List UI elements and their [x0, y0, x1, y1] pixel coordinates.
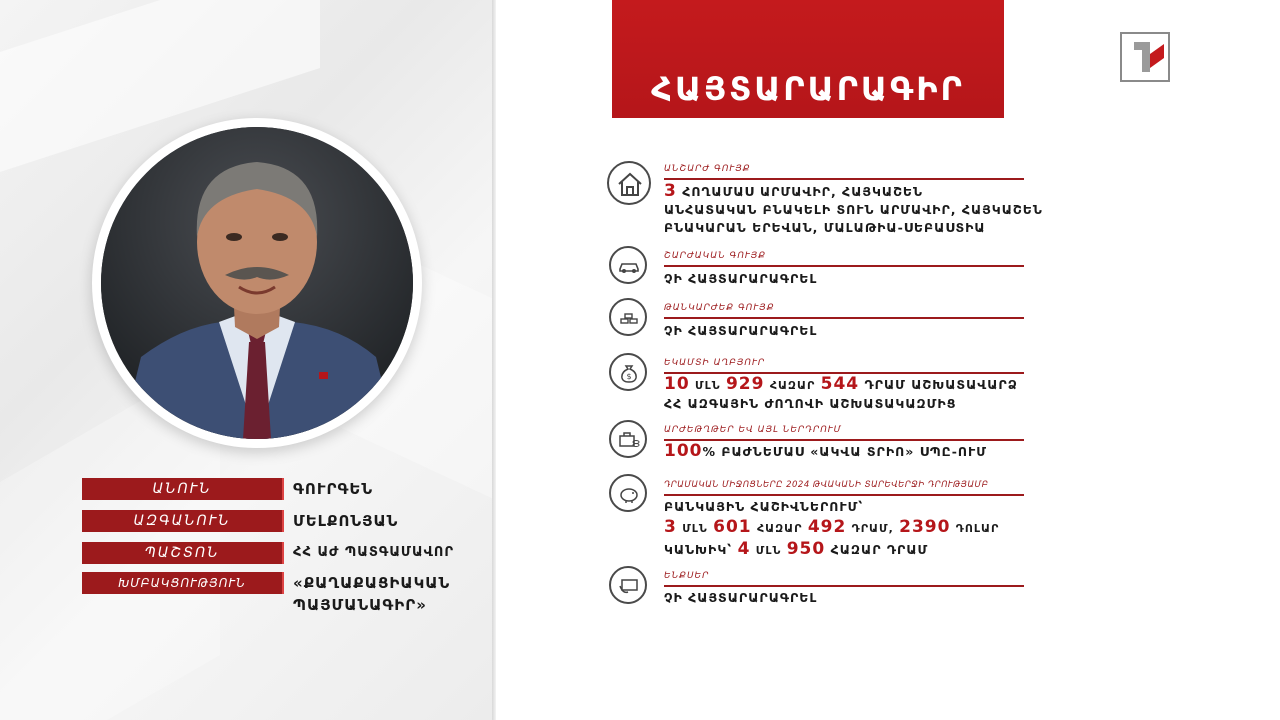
vehicle-text: ՉԻ ՀԱՅՏԱՐԱՐԱԳՐԵԼ [664, 271, 818, 286]
car-icon [609, 246, 647, 284]
valuables-rule [664, 317, 1024, 319]
securities-percent: 100 [664, 441, 703, 461]
money-bag-icon [609, 353, 647, 391]
securities-label: ԱՐԺԵԹՂԹԵՐ ԵՎ ԱՅԼ ՆԵՐԴՐՈՒՄ [664, 425, 842, 435]
cash-unit-6: ՀԱԶԱՐ ԴՐԱՄ [830, 542, 929, 557]
cash-bank-mln: 3 [664, 517, 677, 537]
income-unit-1: ՄԼՆ [695, 379, 721, 392]
cash-hand-thousand: 950 [786, 539, 826, 559]
cash-bank-dram: 492 [807, 517, 847, 537]
income-label: ԵԿԱՄՏԻ ԱՂԲՅՈՒՐ [664, 358, 766, 368]
cash-unit-3: ԴՐԱՄ, [851, 522, 894, 535]
valuables-text: ՉԻ ՀԱՅՏԱՐԱՐԱԳՐԵԼ [664, 323, 818, 338]
income-thousand: 929 [725, 374, 765, 394]
cash-bank-usd: 2390 [899, 517, 951, 537]
piggy-bank-icon [609, 474, 647, 512]
briefcase-coins-icon [609, 420, 647, 458]
valuables-label: ԹԱՆԿԱՐԺԵՔ ԳՈՒՅՔ [664, 303, 775, 313]
cash-hand-mln: 4 [737, 539, 751, 559]
position-label: ՊԱՇՏՈՆ [82, 542, 282, 564]
vehicle-rule [664, 265, 1024, 267]
position-value: ՀՀ ԱԺ ՊԱՏԳԱՄԱՎՈՐ [293, 545, 455, 560]
channel-1-logo [1120, 32, 1170, 82]
property-label: ԱՆՇԱՐԺ ԳՈՒՅՔ [664, 164, 751, 174]
cash-unit-1: ՄԼՆ [682, 522, 708, 535]
securities-text: ԲԱԺՆԵՄԱՍ «ԱԿՎԱ ՏՐԻՈ» ՍՊԸ-ՈՒՄ [721, 444, 987, 459]
property-line-3: ԲՆԱԿԱՐԱՆ ԵՐԵՎԱՆ, ՄԱԼԱԹԻԱ-ՍԵԲԱՍՏԻԱ [664, 220, 986, 235]
income-source: ՀՀ ԱԶԳԱՅԻՆ ԺՈՂՈՎԻ ԱՇԽԱՏԱԿԱԶՄԻՑ [664, 396, 957, 411]
cash-unit-2: ՀԱԶԱՐ [757, 522, 803, 535]
cash-body [664, 496, 999, 561]
income-unit-3: ԴՐԱՄ ԱՇԽԱՏԱՎԱՐՁ [864, 377, 1018, 392]
svg-text:$: $ [626, 372, 632, 381]
property-count: 3 [664, 181, 677, 201]
income-dram: 544 [820, 374, 860, 394]
securities-body [664, 442, 987, 461]
gold-bars-icon [609, 298, 647, 336]
property-rule [664, 178, 1024, 180]
page-title: ՀԱՅՏԱՐԱՐԱԳԻՐ [651, 70, 965, 108]
name-label: ԱՆՈՒՆ [82, 478, 282, 500]
debts-text: ՉԻ ՀԱՅՏԱՐԱՐԱԳՐԵԼ [664, 590, 818, 605]
income-unit-2: ՀԱԶԱՐ [769, 379, 816, 392]
property-body [664, 182, 1043, 237]
name-value: ԳՈՒՐԳԵՆ [293, 480, 374, 498]
income-body [664, 375, 1018, 413]
cash-unit-5: ՄԼՆ [755, 544, 782, 557]
card-icon [609, 566, 647, 604]
property-line-2: ԱՆՀԱՏԱԿԱՆ ԲՆԱԿԵԼԻ ՏՈՒՆ ԱՐՄԱՎԻՐ, ՀԱՅԿԱՇԵՆ [664, 202, 1043, 217]
cash-label: ԴՐԱՄԱԿԱՆ ՄԻՋՈՑՆԵՐԸ 2024 ԹՎԱԿԱՆԻ ՏԱՐԵՎԵՐՋԻ ԴՐՈՒԹՅԱՄԲ [664, 480, 989, 490]
securities-percent-sign: % [702, 444, 717, 459]
surname-value: ՄԵԼՔՈՆՅԱՆ [293, 512, 399, 530]
faction-label: ԽՄԲԱԿՑՈՒԹՅՈՒՆ [82, 572, 282, 594]
income-mln: 10 [664, 374, 690, 394]
property-line-1: ՀՈՂԱՄԱՍ ԱՐՄԱՎԻՐ, ՀԱՅԿԱՇԵՆ [682, 184, 923, 199]
cash-on-hand-label: ԿԱՆԽԻԿ՝ [664, 542, 733, 557]
securities-rule [664, 439, 1024, 441]
surname-label: ԱԶԳԱՆՈՒՆ [82, 510, 282, 532]
debts-label: ԵՆՔՍԵՐ [664, 571, 710, 581]
vehicle-label: ՇԱՐԺԱԿԱՆ ԳՈՒՅՔ [664, 251, 767, 261]
faction-value: «ՔԱՂԱՔԱՑԻԱԿԱՆ ՊԱՅՄԱՆԱԳԻՐ» [293, 574, 451, 614]
cash-bank-thousand: 601 [713, 517, 752, 537]
cash-unit-4: ԴՈԼԱՐ [955, 522, 1000, 535]
portrait-photo [101, 127, 413, 439]
debts-rule [664, 585, 1024, 587]
panel-divider [492, 0, 496, 720]
house-icon [607, 161, 651, 205]
cash-bank-accounts: ԲԱՆԿԱՅԻՆ ՀԱՇԻՎՆԵՐՈՒՄ՝ [664, 499, 864, 514]
